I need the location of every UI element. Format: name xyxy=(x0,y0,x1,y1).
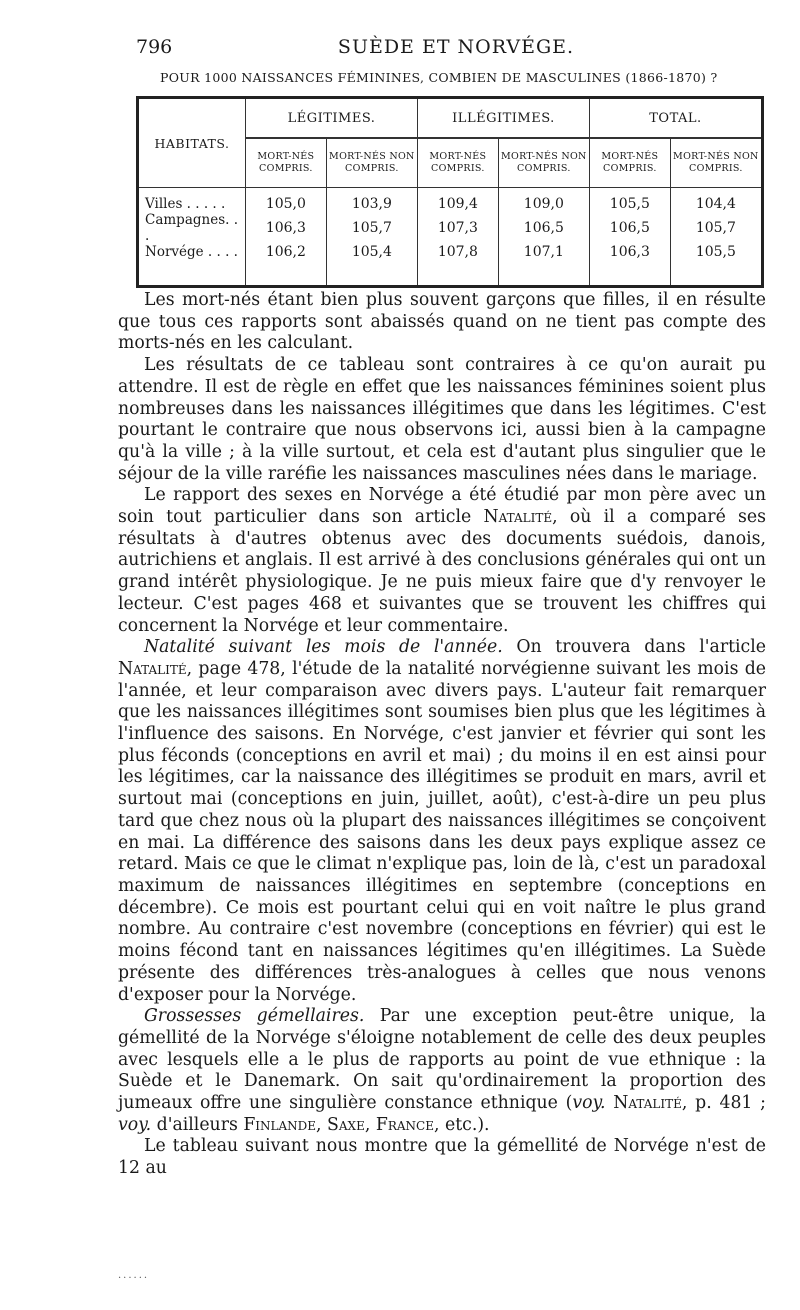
row-label: Villes . . . . . xyxy=(138,196,246,212)
table-cell: 103,9 xyxy=(326,196,417,212)
article-reference: Natalité xyxy=(118,658,187,679)
table-cell: 104,4 xyxy=(670,196,762,212)
body-text xyxy=(118,290,766,1180)
paragraph xyxy=(118,637,766,1006)
subheader: MORT-NÉS COMPRIS. xyxy=(417,138,498,188)
text-run: , p. 481 ; xyxy=(681,1093,766,1114)
sex-ratio-table xyxy=(136,96,764,288)
footer-mark: ...... xyxy=(118,1270,150,1281)
table-row xyxy=(138,244,763,260)
table-caption: POUR 1000 NAISSANCES FÉMININES, COMBIEN DE MASCULINES (1866-1870) ? xyxy=(160,70,718,85)
table-cell: 105,7 xyxy=(326,212,417,244)
running-title: SUÈDE ET NORVÉGE. xyxy=(337,36,575,58)
page-number: 796 xyxy=(136,36,173,58)
text-run: , où il a comparé ses résultats à d'autres obtenus avec des documents suédois, danois, autrichiens et anglais. Il est arrivé à des conclusions générales qui ont un grand intérêt physiologique. Je ne puis mieux faire que d'y renvoyer le lecteur. C'est pages 468 et suivantes que se trouvent les chiffres qui concernent la Norvége et leur commentaire. xyxy=(118,507,767,636)
running-head xyxy=(136,36,776,60)
table-cell: 109,4 xyxy=(417,196,498,212)
row-label: Campagnes. . . xyxy=(138,212,246,244)
section-title: Natalité suivant les mois de l'année. xyxy=(144,637,503,658)
subheader: MORT-NÉS COMPRIS. xyxy=(589,138,670,188)
table-cell: 107,1 xyxy=(498,244,589,260)
paragraph xyxy=(118,485,766,637)
text-run: Le rapport des sexes en Norvége a été étudié par mon père avec un soin tout particulier dans son article xyxy=(118,485,766,528)
table-cell: 105,5 xyxy=(589,196,670,212)
table-cell: 107,3 xyxy=(417,212,498,244)
section-title: Grossesses gémellaires. xyxy=(144,1006,365,1027)
table-cell: 106,5 xyxy=(498,212,589,244)
legitimes-header: LÉGITIMES. xyxy=(246,98,418,139)
table-cell: 105,5 xyxy=(670,244,762,260)
text-run: , etc.). xyxy=(433,1114,490,1135)
text-run: voy. xyxy=(572,1093,606,1114)
habitats-header: HABITATS. xyxy=(138,98,246,188)
paragraph: Les mort-nés étant bien plus souvent garçons que filles, il en résulte que tous ces rapports sont abaissés quand on ne tient pas compte des morts-nés en les calculant. xyxy=(118,290,766,354)
subheader: MORT-NÉS NON COMPRIS. xyxy=(326,138,417,188)
table-cell: 109,0 xyxy=(498,196,589,212)
illegitimes-header: ILLÉGITIMES. xyxy=(417,98,589,139)
table-cell: 105,0 xyxy=(246,196,327,212)
row-label: Norvége . . . . xyxy=(138,244,246,260)
article-reference: Finlande, Saxe, France xyxy=(243,1114,434,1135)
total-header: TOTAL. xyxy=(589,98,762,139)
text-run: voy. xyxy=(118,1114,152,1135)
paragraph: Le tableau suivant nous montre que la gémellité de Norvége n'est de 12 au xyxy=(118,1136,766,1179)
table-cell: 107,8 xyxy=(417,244,498,260)
article-reference: Natalité xyxy=(605,1093,682,1114)
table-row xyxy=(138,212,763,244)
text-run: d'ailleurs xyxy=(151,1114,244,1135)
subheader: MORT-NÉS NON COMPRIS. xyxy=(498,138,589,188)
table-cell: 106,2 xyxy=(246,244,327,260)
table-cell: 106,3 xyxy=(589,244,670,260)
subheader: MORT-NÉS COMPRIS. xyxy=(246,138,327,188)
article-reference: Natalité xyxy=(483,507,553,528)
table-row xyxy=(138,196,763,212)
text-run: Par une exception peut-être unique, la gémellité de la Norvége s'éloigne notablement de celle des deux peuples avec lesquels elle a le plus de rapports au point de vue ethnique : la Suède et le Danemark. On sait qu'ordinairement la proportion des jumeaux offre une singulière constance ethnique ( xyxy=(118,1006,766,1114)
table-cell: 106,5 xyxy=(589,212,670,244)
table-cell: 106,3 xyxy=(246,212,327,244)
paragraph: Les résultats de ce tableau sont contraires à ce qu'on aurait pu attendre. Il est de règle en effet que les naissances féminines soient plus nombreuses dans les naissances illégitimes que dans les légitimes. C'est pourtant le contraire que nous observons ici, aussi bien à la campagne qu'à la ville ; à la ville surtout, et cela est d'autant plus singulier que le séjour de la ville raréfie les naissances masculines nées dans le mariage. xyxy=(118,355,766,484)
paragraph xyxy=(118,1006,766,1136)
table-cell: 105,4 xyxy=(326,244,417,260)
text-run: On trouvera dans l'article xyxy=(502,637,766,658)
subheader: MORT-NÉS NON COMPRIS. xyxy=(670,138,762,188)
table-cell: 105,7 xyxy=(670,212,762,244)
text-run: , page 478, l'étude de la natalité norvégienne suivant les mois de l'année, et leur comparaison avec divers pays. L'auteur fait remarquer que les naissances illégitimes sont soumises bien plus que les légitimes à l'influence des saisons. En Norvége, c'est janvier et février qui sont les plus féconds (conceptions en avril et mai) ; du moins il en est ainsi pour les légitimes, car la naissance des illégitimes se produit en mars, avril et surtout mai (conceptions en juin, juillet, août), c'est-à-dire un peu plus tard que chez nous où la plupart des naissances illégitimes se conçoivent en mai. La différence des saisons dans les deux pays explique assez ce retard. Mais ce que le climat n'explique pas, loin de là, c'est un paradoxal maximum de naissances illégitimes en septembre (conceptions en décembre). Ce mois est pourtant celui qui en voit naître le plus grand nombre. Au contraire c'est novembre (conceptions en février) qui est le moins fécond tant en naissances légitimes qu'en illégitimes. La Suède présente des différences très-analogues à celles que nous venons d'exposer pour la Norvége. xyxy=(118,658,766,1005)
